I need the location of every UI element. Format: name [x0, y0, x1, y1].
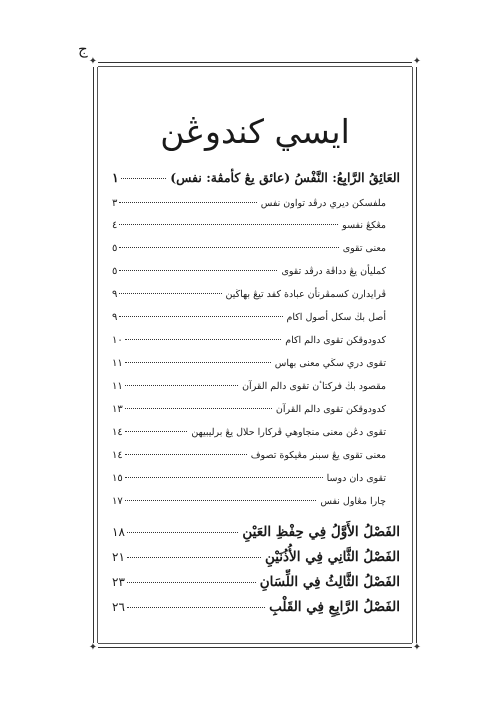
toc-dot-leader — [119, 316, 282, 317]
toc-entry-label: مقصود بڬ فركتاٴن تقوى دالم القرآن — [242, 381, 386, 392]
toc-entry-label: معنى تقوى — [342, 243, 386, 254]
toc-dot-leader — [125, 477, 323, 478]
toc-page-number: ١٧ — [112, 496, 123, 507]
toc-dot-leader — [127, 557, 261, 558]
toc-subentry — [112, 450, 400, 461]
toc-entry-label: كدودوقكن تقوى دالم القرآن — [275, 404, 386, 415]
toc-subentry — [112, 312, 400, 323]
toc-subentry — [112, 496, 400, 507]
toc-dot-leader — [125, 385, 238, 386]
toc-subentry — [112, 243, 400, 254]
toc-entry-label: الفَصْلُ الرَّابِعِ فِي القَلْبِ — [269, 599, 400, 615]
toc-chapter-entry — [112, 599, 400, 615]
corner-ornament-bottom-right: ✦ — [412, 642, 422, 653]
toc-page-number: ٢٣ — [112, 575, 125, 589]
toc-entry-label: چارا مڠاول نفس — [320, 496, 386, 507]
toc-entry-label: العَائِقُ الرَّابِعُ: النَّفْسُ (عائق يڠ كأمڤة: نفس) — [170, 170, 400, 185]
toc-dot-leader — [125, 339, 281, 340]
toc-entry-label: كمليأن يڠ دداڤة درڤد تقوى — [281, 266, 386, 277]
toc-entry-label: مڠكڠ نفسو — [342, 220, 386, 231]
toc-dot-leader — [125, 454, 247, 455]
toc-page-number: ١ — [112, 170, 119, 185]
page-letter-mark: ج — [78, 40, 88, 58]
toc-subentry — [112, 473, 400, 484]
toc-dot-leader — [119, 224, 338, 225]
toc-entry-label: تقوى دان دوسا — [326, 473, 386, 484]
corner-ornament-top-left: ✦ — [88, 56, 98, 67]
toc-entry-label: ملفسكن ديري درڤد تواون نفس — [260, 198, 386, 209]
toc-subentry — [112, 427, 400, 438]
toc-entry-label: تقوى دڠن معنى منجاوهي ڤركارا حلال يڠ برليبيهن — [191, 427, 386, 438]
toc-dot-leader — [127, 607, 265, 608]
corner-ornament-bottom-left: ✦ — [88, 642, 98, 653]
toc-subentry — [112, 335, 400, 346]
toc-page-number: ٩ — [112, 312, 118, 323]
toc-dot-leader — [125, 362, 271, 363]
toc-entry-label: الفَصْلُ الثَّانِي فِي الأُذُنَيْنِ — [264, 549, 400, 565]
toc-section-entry — [112, 170, 400, 185]
toc-dot-leader — [125, 431, 188, 432]
toc-page-number: ٢٦ — [112, 600, 125, 614]
toc-subentry — [112, 220, 400, 231]
toc-page-number: ١٠ — [112, 335, 123, 346]
corner-ornament-top-right: ✦ — [412, 56, 422, 67]
toc-page-number: ١١ — [112, 381, 123, 392]
toc-page-number: ١٤ — [112, 450, 123, 461]
toc-entry-label: تقوى دري سڬي معنى بهاس — [274, 358, 386, 369]
toc-subentry — [112, 358, 400, 369]
toc-dot-leader — [119, 270, 277, 271]
toc-chapter-entry — [112, 574, 400, 590]
toc-dot-leader — [119, 293, 221, 294]
toc-entry-label: ڤرايدارن كسمڤرنأن عبادة كفد تيڠ بهاڬين — [225, 289, 386, 300]
toc-page-number: ٥ — [112, 266, 118, 277]
toc-entry-label: كدودوقكن تقوى دالم اكام — [285, 335, 386, 346]
toc-chapter-entry — [112, 524, 400, 540]
toc-page-number: ١٣ — [112, 404, 123, 415]
toc-subentry — [112, 381, 400, 392]
toc-page-number: ٩ — [112, 289, 118, 300]
toc-page-number: ١٨ — [112, 525, 125, 539]
page-title: ايسي كندوڠن — [160, 112, 350, 151]
toc-page-number: ٤ — [112, 220, 118, 231]
toc-page-number: ١٥ — [112, 473, 123, 484]
toc-dot-leader — [127, 532, 238, 533]
toc-dot-leader — [119, 247, 338, 248]
toc-subentry — [112, 404, 400, 415]
toc-dot-leader — [119, 202, 256, 203]
toc-subentry — [112, 289, 400, 300]
toc-entry-label: معنى تقوى يڠ سبنر مڠيكوة تصوف — [250, 450, 386, 461]
toc-entry-label: الفَصْلُ الثَّالِثُ فِي اللِّسَانِ — [259, 574, 400, 590]
toc-page-number: ١١ — [112, 358, 123, 369]
toc-dot-leader — [121, 178, 166, 179]
toc-page-number: ١٤ — [112, 427, 123, 438]
toc-dot-leader — [127, 582, 256, 583]
toc-page-number: ٥ — [112, 243, 118, 254]
toc-subentry — [112, 266, 400, 277]
toc-dot-leader — [125, 408, 272, 409]
toc-page-number: ٢١ — [112, 550, 125, 564]
toc-subentry — [112, 198, 400, 209]
toc-entry-label: الفَصْلُ الأَوَّلُ فِي حِفْظِ العَيْنِ — [242, 524, 400, 540]
toc-page-number: ٣ — [112, 198, 118, 209]
toc-dot-leader — [125, 500, 317, 501]
toc-chapter-entry — [112, 549, 400, 565]
toc-entry-label: أصل بڬ سكل أصول اكام — [286, 312, 386, 323]
